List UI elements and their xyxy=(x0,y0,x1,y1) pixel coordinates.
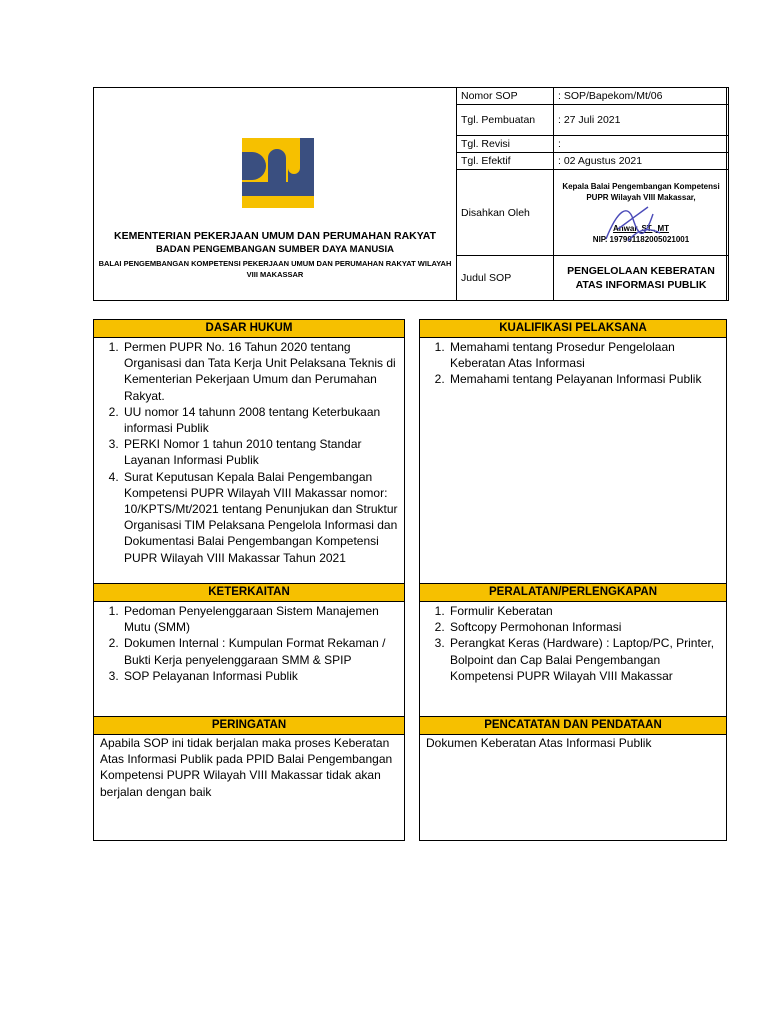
section-title: KETERKAITAN xyxy=(94,584,404,602)
approver-nip: NIP. 197901182005021001 xyxy=(592,234,690,244)
list-item: 1. Permen PUPR No. 16 Tahun 2020 tentang Organisasi dan Tata Kerja Unit Pelaksana Teknis di Kementerian Pekerjaan Umum dan Perumahan Rakyat. xyxy=(122,339,404,404)
agency-name: BADAN PENGEMBANGAN SUMBER DAYA MANUSIA xyxy=(155,244,395,255)
approval-block xyxy=(554,170,729,256)
nomor-sop-label: Nomor SOP xyxy=(457,88,554,105)
section-keterkaitan xyxy=(93,583,405,717)
section-title: DASAR HUKUM xyxy=(94,320,404,338)
list-item: 1. Memahami tentang Prosedur Pengelolaan Keberatan Atas Informasi xyxy=(448,339,726,371)
tgl-revisi-label: Tgl. Revisi xyxy=(457,136,554,153)
section-title: PENCATATAN DAN PENDATAAN xyxy=(420,717,726,735)
list-item: 3. PERKI Nomor 1 tahun 2010 tentang Standar Layanan Informasi Publik xyxy=(122,436,404,468)
dasar-hukum-list xyxy=(94,339,404,566)
list-item: 2. UU nomor 14 tahunn 2008 tentang Keterbukaan informasi Publik xyxy=(122,404,404,436)
section-pencatatan-pendataan xyxy=(419,716,727,841)
judul-sop-value: PENGELOLAAN KEBERATAN ATAS INFORMASI PUBLIK xyxy=(554,256,729,301)
list-item: 2. Softcopy Permohonan Informasi xyxy=(448,619,726,635)
sop-header xyxy=(93,87,727,301)
approver-title: Kepala Balai Pengembangan Kompetensi PUPR Wilayah VIII Makassar, xyxy=(562,181,720,202)
unit-name: BALAI PENGEMBANGAN KOMPETENSI PEKERJAAN UMUM DAN PERUMAHAN RAKYAT WILAYAH VIII MAKASSAR xyxy=(98,259,452,279)
disahkan-label: Disahkan Oleh xyxy=(457,170,554,256)
judul-sop-label: Judul SOP xyxy=(457,256,554,301)
peringatan-text: Apabila SOP ini tidak berjalan maka proses Keberatan Atas Informasi Publik pada PPID Balai Pengembangan Kompetensi PUPR Wilayah VIII Makassar tidak akan berjalan dengan baik xyxy=(100,736,393,799)
section-title: PERINGATAN xyxy=(94,717,404,735)
list-item: 1. Pedoman Penyelenggaraan Sistem Manajemen Mutu (SMM) xyxy=(122,603,404,635)
section-dasar-hukum xyxy=(93,319,405,584)
peralatan-list xyxy=(420,603,726,684)
list-item: 4. Surat Keputusan Kepala Balai Pengembangan Kompetensi PUPR Wilayah VIII Makassar nomor: 10/KPTS/Mt/2021 tentang Penunjukan dan Struktur Organisasi TIM Pelaksana Pengelola Informasi dan Dokumentasi Balai Pengembangan Kompetensi PUPR Wilayah VIII Makassar Tahun 2021 xyxy=(122,469,404,566)
list-item: 3. Perangkat Keras (Hardware) : Laptop/PC, Printer, Bolpoint dan Cap Balai Pengembangan Kompetensi PUPR Wilayah VIII Makassar xyxy=(448,635,726,684)
sop-meta-table xyxy=(456,87,729,301)
section-peringatan xyxy=(93,716,405,841)
list-item: 2. Dokumen Internal : Kumpulan Format Rekaman / Bukti Kerja penyelenggaraan SMM & SPIP xyxy=(122,635,404,667)
tgl-pembuatan-value: : 27 Juli 2021 xyxy=(554,105,729,136)
kualifikasi-list xyxy=(420,339,726,388)
tgl-efektif-value: : 02 Agustus 2021 xyxy=(554,153,729,170)
section-peralatan-perlengkapan xyxy=(419,583,727,717)
org-identity xyxy=(94,88,456,300)
keterkaitan-list xyxy=(94,603,404,684)
list-item: 1. Formulir Keberatan xyxy=(448,603,726,619)
section-title: PERALATAN/PERLENGKAPAN xyxy=(420,584,726,602)
approver-name: Anwar, ST., MT xyxy=(612,223,669,233)
tgl-efektif-label: Tgl. Efektif xyxy=(457,153,554,170)
nomor-sop-value: : SOP/Bapekom/Mt/06 xyxy=(554,88,729,105)
signature-icon xyxy=(598,199,668,249)
pencatatan-text: Dokumen Keberatan Atas Informasi Publik xyxy=(426,736,652,750)
ministry-name: KEMENTERIAN PEKERJAAN UMUM DAN PERUMAHAN RAKYAT xyxy=(113,230,436,242)
pupr-logo-icon xyxy=(242,138,314,208)
tgl-pembuatan-label: Tgl. Pembuatan xyxy=(457,105,554,136)
tgl-revisi-value: : xyxy=(554,136,729,153)
list-item: 3. SOP Pelayanan Informasi Publik xyxy=(122,668,404,684)
list-item: 2. Memahami tentang Pelayanan Informasi Publik xyxy=(448,371,726,387)
section-kualifikasi-pelaksana xyxy=(419,319,727,584)
section-title: KUALIFIKASI PELAKSANA xyxy=(420,320,726,338)
